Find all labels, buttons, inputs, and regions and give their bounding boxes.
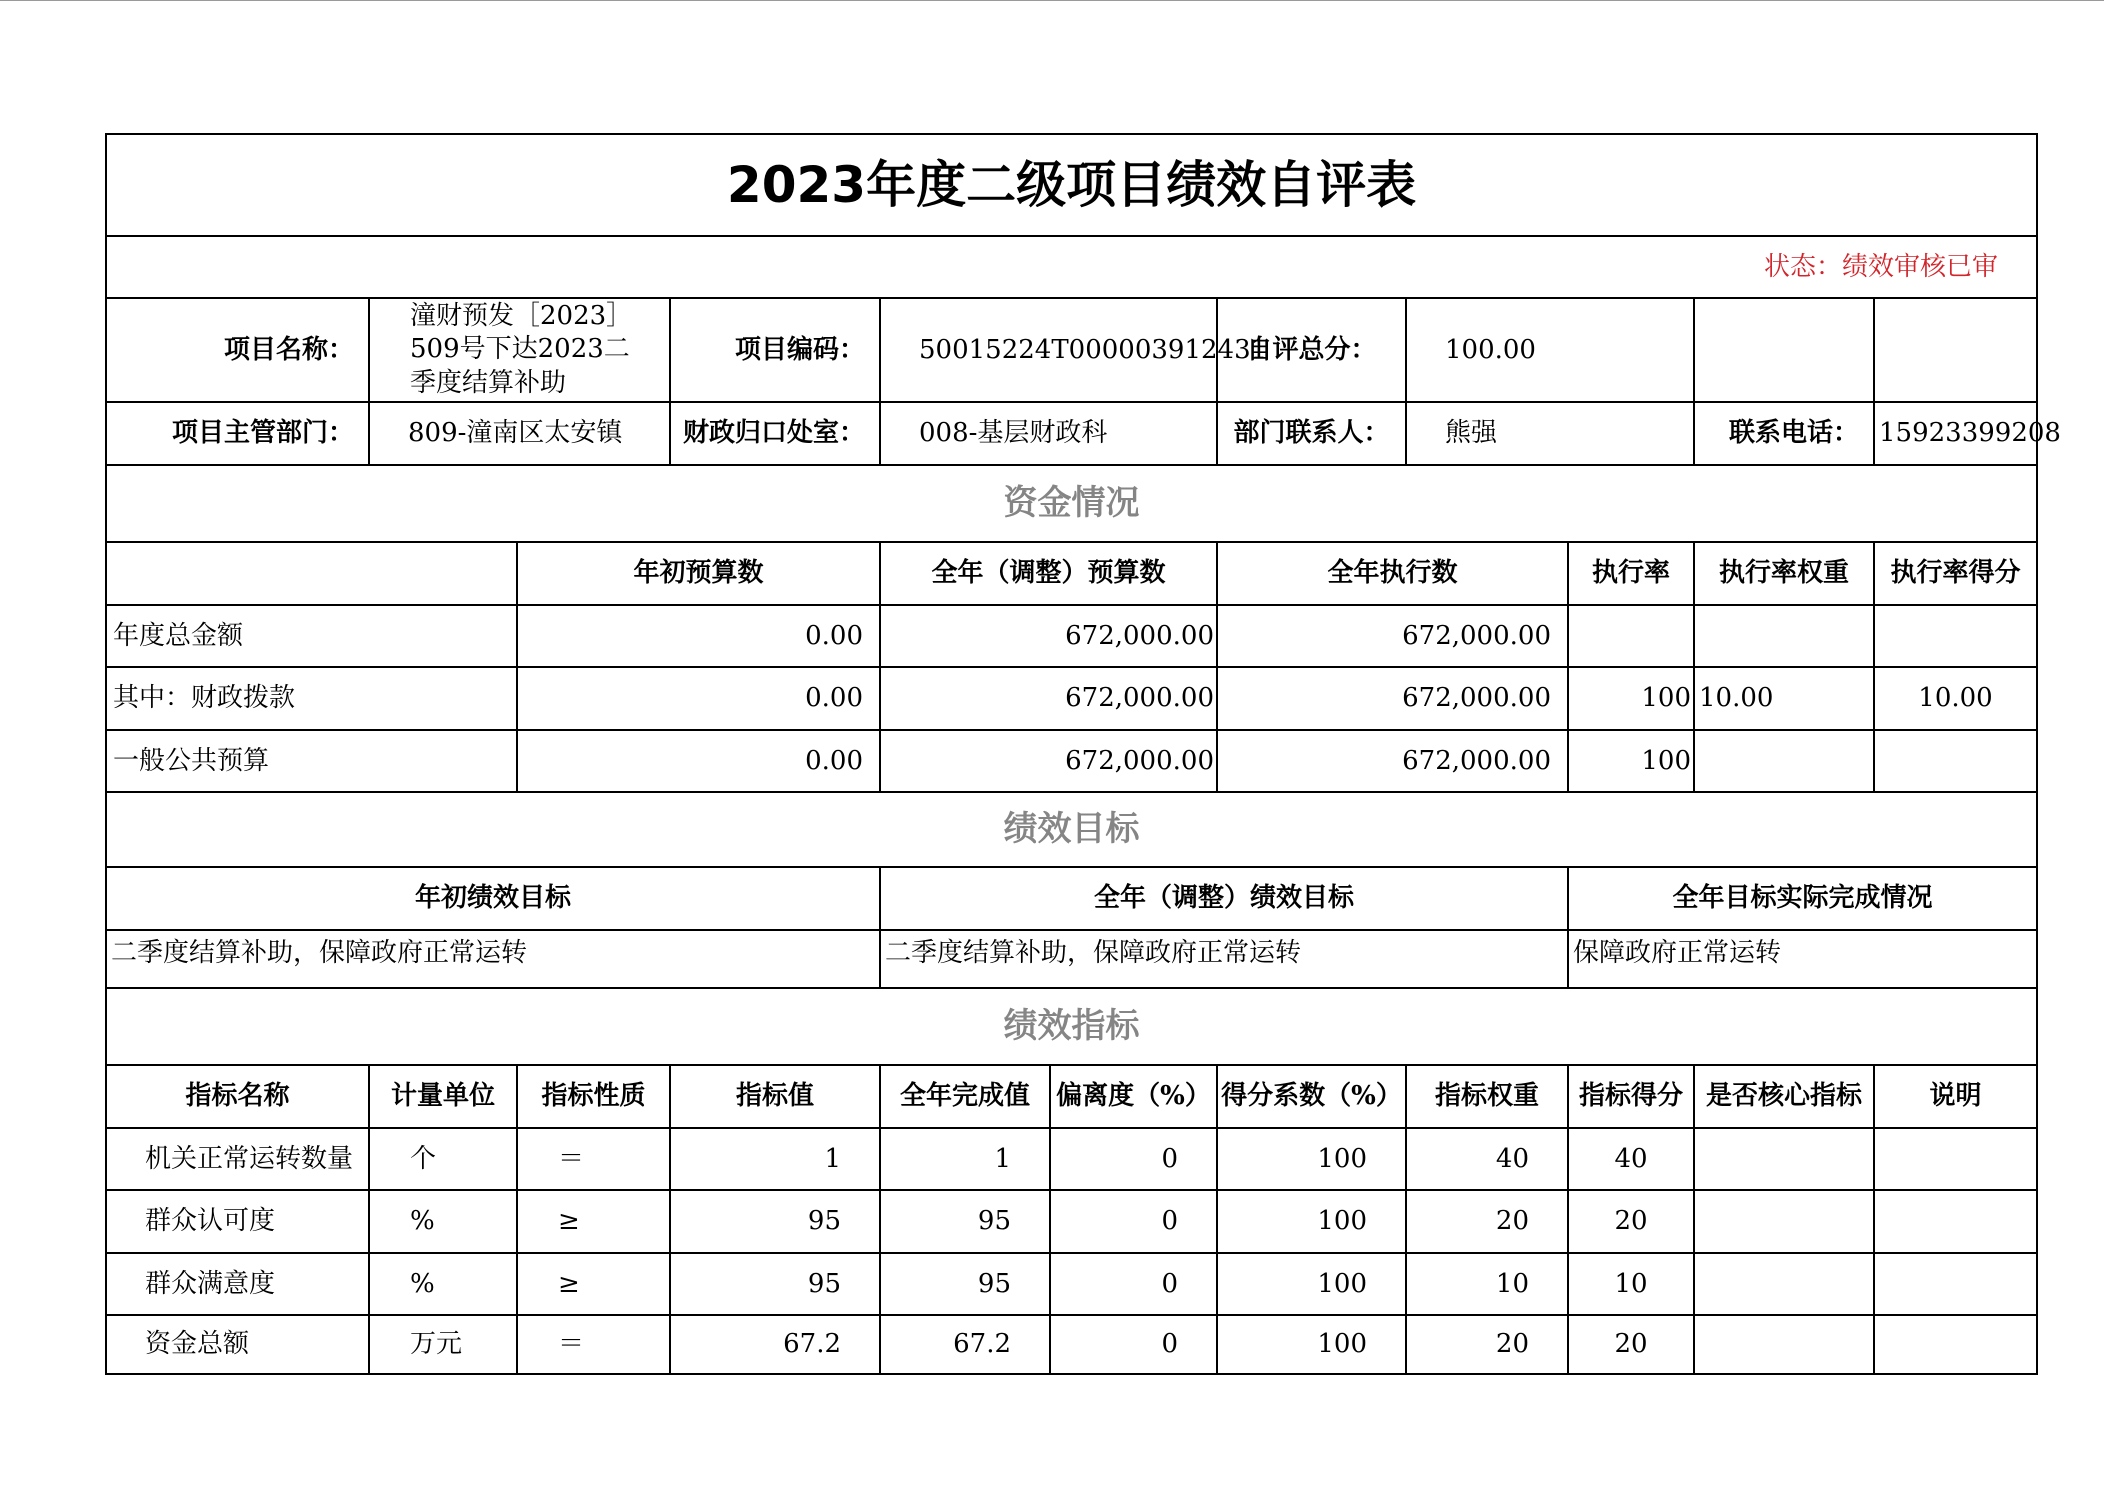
funds-cell: 672,000.00 (1218, 668, 1569, 731)
ind-score: 40 (1569, 1129, 1695, 1191)
funds-row-label: 年度总金额 (107, 606, 518, 668)
phone-value: 15923399208 (1875, 403, 2036, 466)
contact-label: 部门联系人： (1218, 403, 1407, 466)
ind-header-unit: 计量单位 (370, 1066, 518, 1129)
phone-label: 联系电话： (1695, 403, 1875, 466)
ind-deviation: 0 (1051, 1316, 1218, 1373)
ind-note (1875, 1254, 2036, 1316)
finance-office-label: 财政归口处室： (671, 403, 881, 466)
funds-header-initial-budget: 年初预算数 (518, 543, 881, 606)
funds-header-adjusted-budget: 全年（调整）预算数 (881, 543, 1218, 606)
funds-cell: 672,000.00 (1218, 731, 1569, 793)
goal-initial-text: 二季度结算补助，保障政府正常运转 (107, 931, 881, 989)
ind-unit: % (370, 1191, 518, 1254)
ind-weight: 40 (1407, 1129, 1569, 1191)
ind-core (1695, 1129, 1875, 1191)
ind-name: 机关正常运转数量 (107, 1129, 370, 1191)
funds-row-label: 其中：财政拨款 (107, 668, 518, 731)
ind-coefficient: 100 (1218, 1254, 1407, 1316)
project-name-label: 项目名称： (107, 299, 370, 403)
funds-cell (1875, 606, 2036, 668)
ind-weight: 10 (1407, 1254, 1569, 1316)
funds-cell (1569, 606, 1695, 668)
project-name-value: 潼财预发［2023］509号下达2023二季度结算补助 (370, 299, 671, 403)
ind-core (1695, 1316, 1875, 1373)
funds-header-blank (107, 543, 518, 606)
funds-header-rate-weight: 执行率权重 (1695, 543, 1875, 606)
self-score-value: 100.00 (1407, 299, 1695, 403)
ind-header-note: 说明 (1875, 1066, 2036, 1129)
funds-cell: 100 (1569, 668, 1695, 731)
sheet-title: 2023年度二级项目绩效自评表 (107, 135, 2036, 237)
ind-header-completed: 全年完成值 (881, 1066, 1051, 1129)
ind-unit: % (370, 1254, 518, 1316)
dept-label: 项目主管部门： (107, 403, 370, 466)
goal-actual-text: 保障政府正常运转 (1569, 931, 2036, 989)
ind-unit: 万元 (370, 1316, 518, 1373)
funds-section-title: 资金情况 (107, 466, 2036, 543)
ind-header-weight: 指标权重 (1407, 1066, 1569, 1129)
funds-cell: 672,000.00 (881, 731, 1218, 793)
funds-cell (1875, 731, 2036, 793)
ind-completed: 67.2 (881, 1316, 1051, 1373)
funds-cell: 0.00 (518, 606, 881, 668)
funds-cell: 672,000.00 (881, 668, 1218, 731)
empty-cell (1875, 299, 2036, 403)
indicators-section-title: 绩效指标 (107, 989, 2036, 1066)
ind-name: 资金总额 (107, 1316, 370, 1373)
ind-coefficient: 100 (1218, 1316, 1407, 1373)
page-top-border (0, 0, 2104, 1)
ind-unit: 个 (370, 1129, 518, 1191)
ind-value: 1 (671, 1129, 881, 1191)
project-code-label: 项目编码： (671, 299, 881, 403)
ind-deviation: 0 (1051, 1191, 1218, 1254)
ind-value: 67.2 (671, 1316, 881, 1373)
funds-header-rate-score: 执行率得分 (1875, 543, 2036, 606)
ind-score: 20 (1569, 1191, 1695, 1254)
funds-header-executed: 全年执行数 (1218, 543, 1569, 606)
ind-nature: ≥ (518, 1254, 671, 1316)
ind-completed: 95 (881, 1191, 1051, 1254)
goals-header-initial: 年初绩效目标 (107, 868, 881, 931)
ind-nature: ≥ (518, 1191, 671, 1254)
ind-header-nature: 指标性质 (518, 1066, 671, 1129)
funds-cell (1695, 606, 1875, 668)
goals-header-adjusted: 全年（调整）绩效目标 (881, 868, 1569, 931)
funds-header-exec-rate: 执行率 (1569, 543, 1695, 606)
ind-weight: 20 (1407, 1316, 1569, 1373)
ind-deviation: 0 (1051, 1129, 1218, 1191)
ind-coefficient: 100 (1218, 1129, 1407, 1191)
goal-adjusted-text: 二季度结算补助，保障政府正常运转 (881, 931, 1569, 989)
funds-cell (1695, 731, 1875, 793)
funds-cell: 672,000.00 (881, 606, 1218, 668)
ind-completed: 1 (881, 1129, 1051, 1191)
ind-coefficient: 100 (1218, 1191, 1407, 1254)
funds-cell: 10.00 (1695, 668, 1875, 731)
funds-cell: 0.00 (518, 668, 881, 731)
ind-completed: 95 (881, 1254, 1051, 1316)
ind-score: 10 (1569, 1254, 1695, 1316)
goals-section-title: 绩效目标 (107, 793, 2036, 868)
ind-header-value: 指标值 (671, 1066, 881, 1129)
ind-value: 95 (671, 1191, 881, 1254)
ind-note (1875, 1191, 2036, 1254)
funds-row-label: 一般公共预算 (107, 731, 518, 793)
ind-deviation: 0 (1051, 1254, 1218, 1316)
funds-cell: 672,000.00 (1218, 606, 1569, 668)
ind-header-coefficient: 得分系数（%） (1218, 1066, 1407, 1129)
dept-value: 809-潼南区太安镇 (370, 403, 671, 466)
ind-nature: ＝ (518, 1129, 671, 1191)
ind-name: 群众满意度 (107, 1254, 370, 1316)
finance-office-value: 008-基层财政科 (881, 403, 1218, 466)
self-score-label: 自评总分： (1218, 299, 1407, 403)
ind-name: 群众认可度 (107, 1191, 370, 1254)
ind-header-deviation: 偏离度（%） (1051, 1066, 1218, 1129)
ind-score: 20 (1569, 1316, 1695, 1373)
project-code-value: 50015224T000003912431 (881, 299, 1218, 403)
empty-cell (1695, 299, 1875, 403)
contact-value: 熊强 (1407, 403, 1695, 466)
ind-header-score: 指标得分 (1569, 1066, 1695, 1129)
ind-core (1695, 1191, 1875, 1254)
funds-cell: 100 (1569, 731, 1695, 793)
status-badge: 状态：绩效审核已审 (107, 237, 2036, 299)
ind-nature: ＝ (518, 1316, 671, 1373)
funds-cell: 0.00 (518, 731, 881, 793)
ind-header-name: 指标名称 (107, 1066, 370, 1129)
evaluation-sheet (105, 133, 2061, 1375)
ind-core (1695, 1254, 1875, 1316)
ind-header-core: 是否核心指标 (1695, 1066, 1875, 1129)
ind-note (1875, 1316, 2036, 1373)
ind-value: 95 (671, 1254, 881, 1316)
goals-header-actual: 全年目标实际完成情况 (1569, 868, 2036, 931)
funds-cell: 10.00 (1875, 668, 2036, 731)
ind-weight: 20 (1407, 1191, 1569, 1254)
ind-note (1875, 1129, 2036, 1191)
